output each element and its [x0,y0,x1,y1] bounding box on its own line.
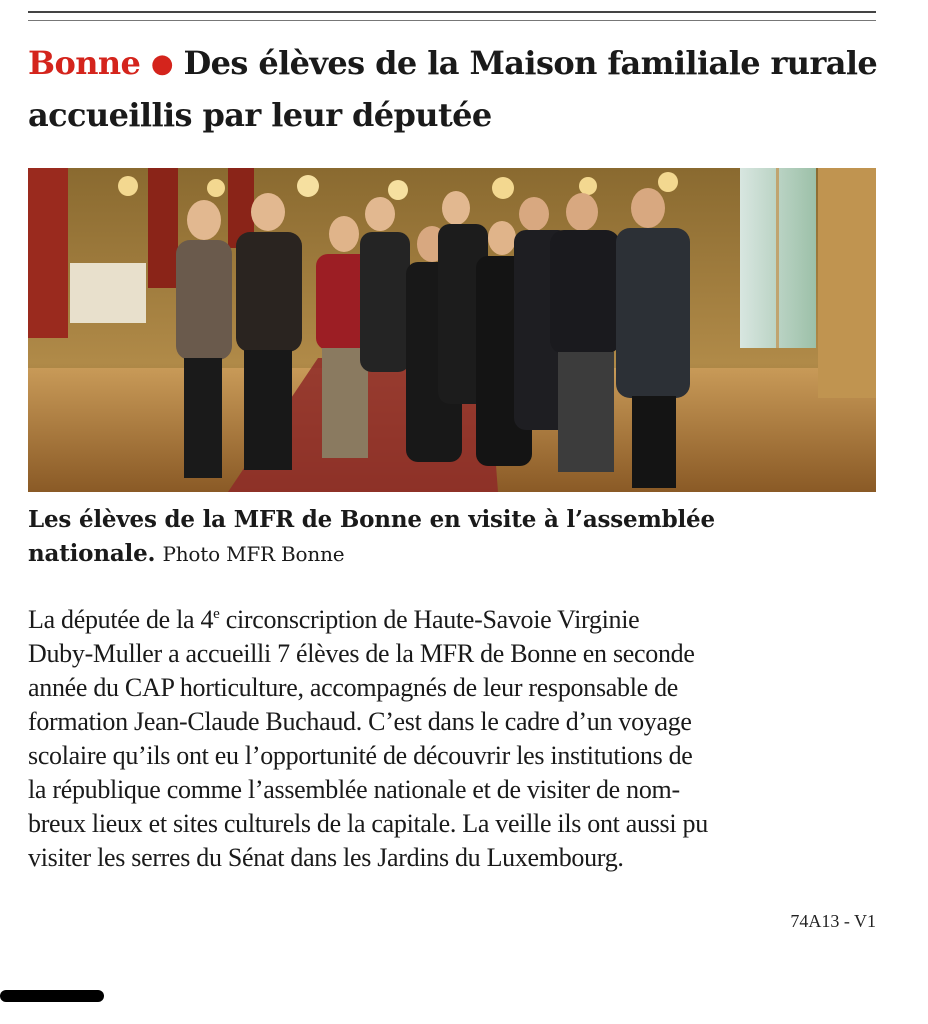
body-line [28,603,876,637]
photo-credit: Photo MFR Bonne [162,542,345,566]
body-line: Duby-Muller a accueilli 7 élèves de la MFR de Bonne en seconde [28,639,695,668]
headline [28,38,888,141]
body-line1-end: circonscription de Haute-Savoie Virginie [219,605,640,634]
page-reference: 74A13 - V1 [790,911,876,931]
top-rule [28,11,876,21]
article-photo [28,168,876,492]
article-body [28,603,876,875]
home-indicator-bar[interactable] [0,990,104,1002]
body-line: année du CAP horticulture, accompagnés de leur responsable de [28,673,679,702]
photo-caption [28,503,888,571]
body-line: visiter les serres du Sénat dans les Jardins du Luxembourg. [28,843,624,872]
caption-line1: Les élèves de la MFR de Bonne en visite à l’assemblée [28,506,715,533]
body-line: formation Jean-Claude Buchaud. C’est dans le cadre d’un voyage [28,707,692,736]
kicker-location: Bonne [28,44,141,82]
body-line1-start: La députée de la 4 [28,605,214,634]
headline-line2: accueillis par leur députée [28,96,492,134]
body-line: breux lieux et sites culturels de la capitale. La veille ils ont aussi pu [28,809,708,838]
headline-line1: Des élèves de la Maison familiale rurale [183,44,878,82]
caption-line2: nationale. [28,540,156,567]
body-line: la république comme l’assemblée nationale et de visiter de nom- [28,775,680,804]
kicker-dot-icon: ● [150,49,173,79]
ordinal-superscript: e [213,606,220,622]
body-line: scolaire qu’ils ont eu l’opportunité de découvrir les institutions de [28,741,693,770]
